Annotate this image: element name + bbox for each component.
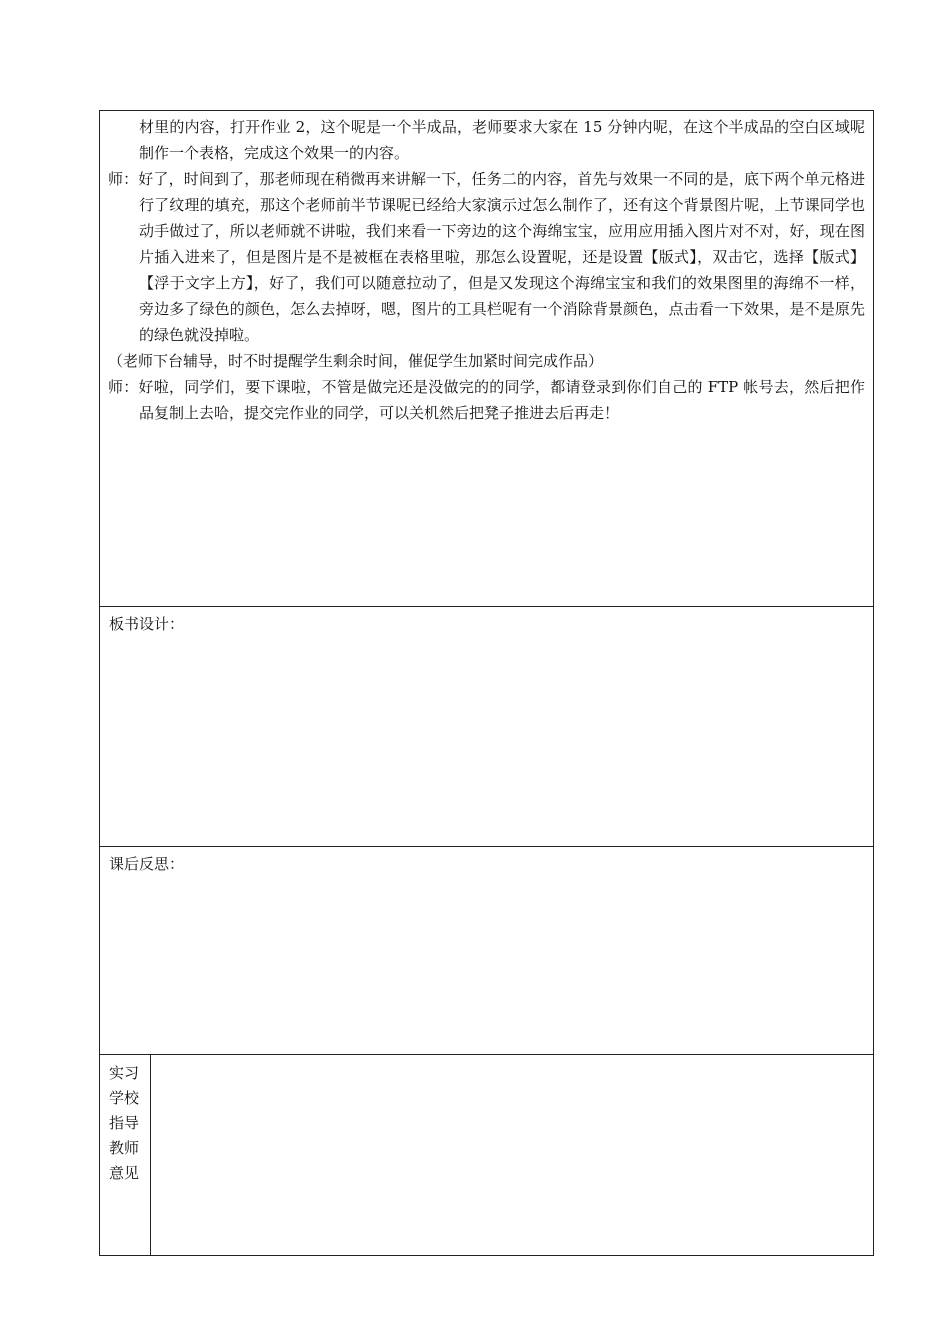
board-design-cell [100, 607, 873, 847]
lesson-paragraph-1: 材里的内容，打开作业 2，这个呢是一个半成品，老师要求大家在 15 分钟内呢，在这个半成品的空白区域呢制作一个表格，完成这个效果一的内容。 [139, 118, 865, 162]
board-design-label: 板书设计： [109, 615, 185, 633]
lesson-paragraph-4: 师：好啦，同学们，要下课啦，不管是做完还是没做完的的同学，都请登录到你们自己的 FTP 帐号去，然后把作品复制上去哈，提交完作业的同学，可以关机然后把凳子推进去后再走！ [108, 378, 865, 422]
mentor-opinion-label: 实习学校指导教师意见 [109, 1064, 140, 1182]
lesson-stage-note: （老师下台辅导，时不时提醒学生剩余时间，催促学生加紧时间完成作品） [108, 352, 604, 370]
lesson-process-cell [100, 111, 873, 607]
lesson-paragraph-2: 师：好了，时间到了，那老师现在稍微再来讲解一下，任务二的内容，首先与效果一不同的是，底下两个单元格进行了纹理的填充，那这个老师前半节课呢已经给大家演示过怎么制作了，还有这个背景图片呢，上节课同学也动手做过了，所以老师就不讲啦，我们来看一下旁边的这个海绵宝宝，应用应用插入图片对不对，好，现在图片插入进来了，但是图片是不是被框在表格里啦，那怎么设置呢，还是设置【版式】，双击它，选择【版式】【浮于文字上方】，好了，我们可以随意拉动了，但是又发现这个海绵宝宝和我们的效果图里的海绵不一样，旁边多了绿色的颜色，怎么去掉呀，嗯，图片的工具栏呢有一个消除背景颜色，点击看一下效果，是不是原先的绿色就没掉啦。 [108, 170, 865, 344]
reflection-label: 课后反思： [109, 855, 185, 873]
mentor-opinion-row [100, 1055, 873, 1255]
lesson-record-table [99, 110, 874, 1256]
reflection-cell [100, 847, 873, 1055]
mentor-opinion-label-cell [100, 1055, 151, 1255]
mentor-opinion-content-cell [151, 1055, 873, 1255]
